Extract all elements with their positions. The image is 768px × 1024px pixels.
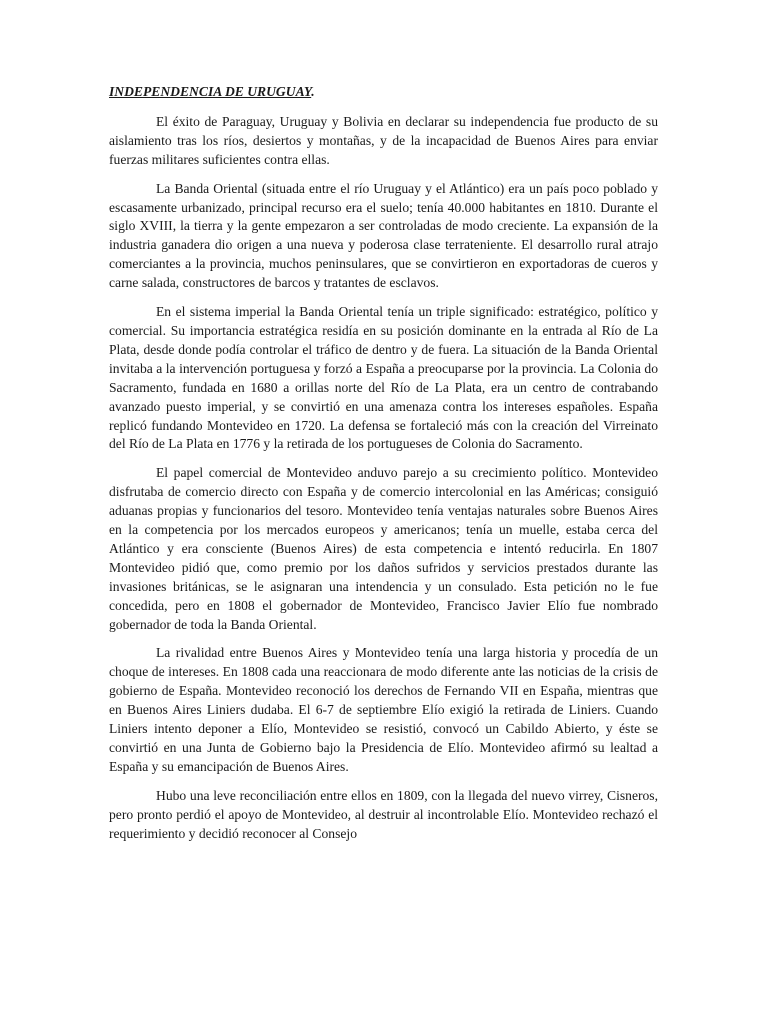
paragraph-5: La rivalidad entre Buenos Aires y Montevideo tenía una larga historia y procedía de un choque de intereses. En 1808 cada una reaccionara de modo diferente ante las noticias de la crisis de gobierno de España. Montevideo reconoció los derechos de Fernando VII en España, mientras que en Buenos Aires Liniers dudaba. El 6-7 de septiembre Elío exigió la retirada de Liniers. Cuando Liniers intento deponer a Elío, Montevideo se resistió, convocó un Cabildo Abierto, y éste se convirtió en una Junta de Gobierno bajo la Presidencia de Elío. Montevideo afirmó su lealtad a España y su emancipación de Buenos Aires. bbox=[109, 645, 658, 774]
document-title-suffix: . bbox=[311, 84, 315, 99]
paragraph-3: En el sistema imperial la Banda Oriental tenía un triple significado: estratégico, político y comercial. Su importancia estratégica residía en su posición dominante en la entrada al Río de La Plata, desde donde podía controlar el tráfico de dentro y de fuera. La situación de la Banda Oriental invitaba a la intervención portuguesa y forzó a España a preocuparse por la provincia. La Colonia do Sacramento, fundada en 1680 a orillas norte del Río de La Plata, era un centro de contrabando avanzado puesto imperial, y se convirtió en una amenaza contra los intereses españoles. España replicó fundando Montevideo en 1720. La defensa se fortaleció más con la creación del Virreinato del Río de La Plata en 1776 y la retirada de los portugueses de Colonia do Sacramento. bbox=[109, 304, 658, 452]
paragraph-1: El éxito de Paraguay, Uruguay y Bolivia en declarar su independencia fue producto de su aislamiento tras los ríos, desiertos y montañas, y de la incapacidad de Buenos Aires para enviar fuerzas militares suficientes contra ellas. bbox=[109, 113, 658, 167]
paragraph-4: El papel comercial de Montevideo anduvo parejo a su crecimiento político. Montevideo disfrutaba de comercio directo con España y de comercio intercolonial en las Américas; consiguió aduanas propias y funcionarios del tesoro. Montevideo tenía ventajas naturales sobre Buenos Aires en la competencia por los mercados europeos y americanos; tenía un muelle, estaba cerca del Atlántico y era consciente (Buenos Aires) de esta competencia e intentó reducirla. En 1807 Montevideo pidió que, como premio por los daños sufridos y servicios prestados durante las invasiones británicas, se le asignaran una intendencia y un consulado. Esta petición no le fue concedida, pero en 1808 el gobernador de Montevideo, Francisco Javier Elío fue nombrado gobernador de toda la Banda Oriental. bbox=[109, 465, 658, 632]
paragraph-6: Hubo una leve reconciliación entre ellos en 1809, con la llegada del nuevo virrey, Cisneros, pero pronto perdió el apoyo de Montevideo, al destruir al incontrolable Elío. Montevideo rechazó el requerimiento y decidió reconocer al Consejo bbox=[109, 787, 658, 841]
document-title bbox=[109, 83, 658, 102]
document-body bbox=[109, 83, 658, 854]
document-title-text: INDEPENDENCIA DE URUGUAY bbox=[109, 84, 312, 99]
paragraph-2: La Banda Oriental (situada entre el río Uruguay y el Atlántico) era un país poco poblado y escasamente urbanizado, principal recurso era el suelo; tenía 40.000 habitantes en 1810. Durante el siglo XVIII, la tierra y la gente empezaron a ser controladas de modo creciente. La expansión de la industria ganadera dio origen a una nueva y poderosa clase terrateniente. El desarrollo rural atrajo comerciantes a la provincia, muchos peninsulares, que se convirtieron en exportadoras de cueros y carne salada, constructores de barcos y tratantes de esclavos. bbox=[109, 180, 658, 291]
